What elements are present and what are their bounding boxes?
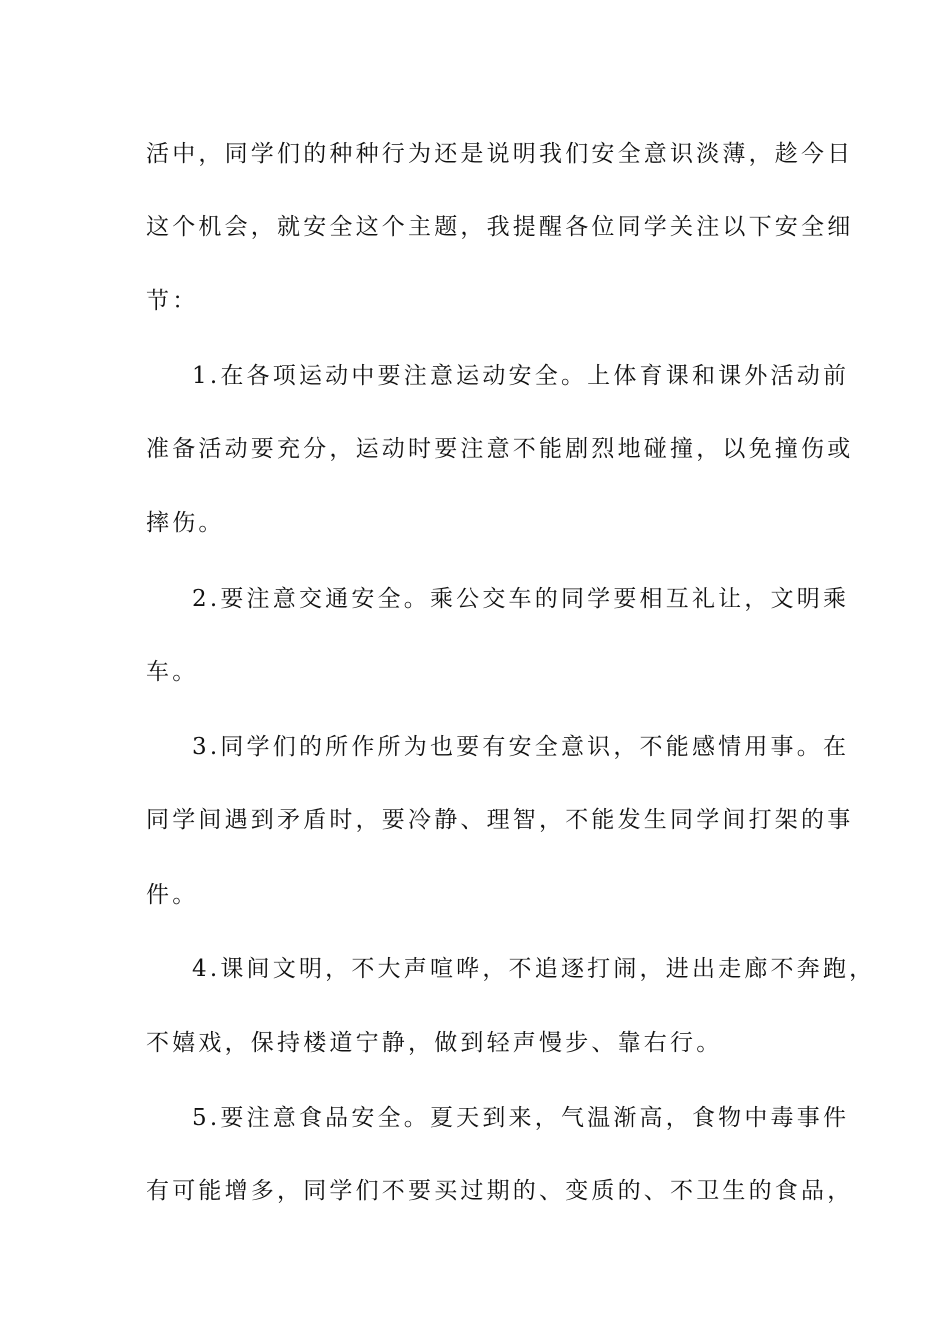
text-line: 件。: [146, 882, 199, 908]
text-line: 摔伤。: [146, 510, 225, 536]
text-line: 不嬉戏，保持楼道宁静，做到轻声慢步、靠右行。: [146, 1030, 723, 1056]
text-line: 节：: [146, 288, 199, 314]
text-line: 4.课间文明，不大声喧哗，不追逐打闹，进出走廊不奔跑，: [192, 956, 876, 982]
text-line: 车。: [146, 659, 199, 685]
text-line: 有可能增多，同学们不要买过期的、变质的、不卫生的食品，: [146, 1178, 854, 1204]
text-line: 1.在各项运动中要注意运动安全。上体育课和课外活动前: [192, 363, 850, 389]
text-line: 3.同学们的所作所为也要有安全意识，不能感情用事。在: [192, 734, 850, 760]
text-line: 同学间遇到矛盾时，要冷静、理智，不能发生同学间打架的事: [146, 807, 854, 833]
text-line: 5.要注意食品安全。夏天到来，气温渐高，食物中毒事件: [192, 1105, 850, 1131]
text-line: 这个机会，就安全这个主题，我提醒各位同学关注以下安全细: [146, 214, 854, 240]
text-line: 活中，同学们的种种行为还是说明我们安全意识淡薄，趁今日: [146, 141, 854, 167]
text-line: 准备活动要充分，运动时要注意不能剧烈地碰撞，以免撞伤或: [146, 436, 854, 462]
text-line: 2.要注意交通安全。乘公交车的同学要相互礼让，文明乘: [192, 586, 850, 612]
